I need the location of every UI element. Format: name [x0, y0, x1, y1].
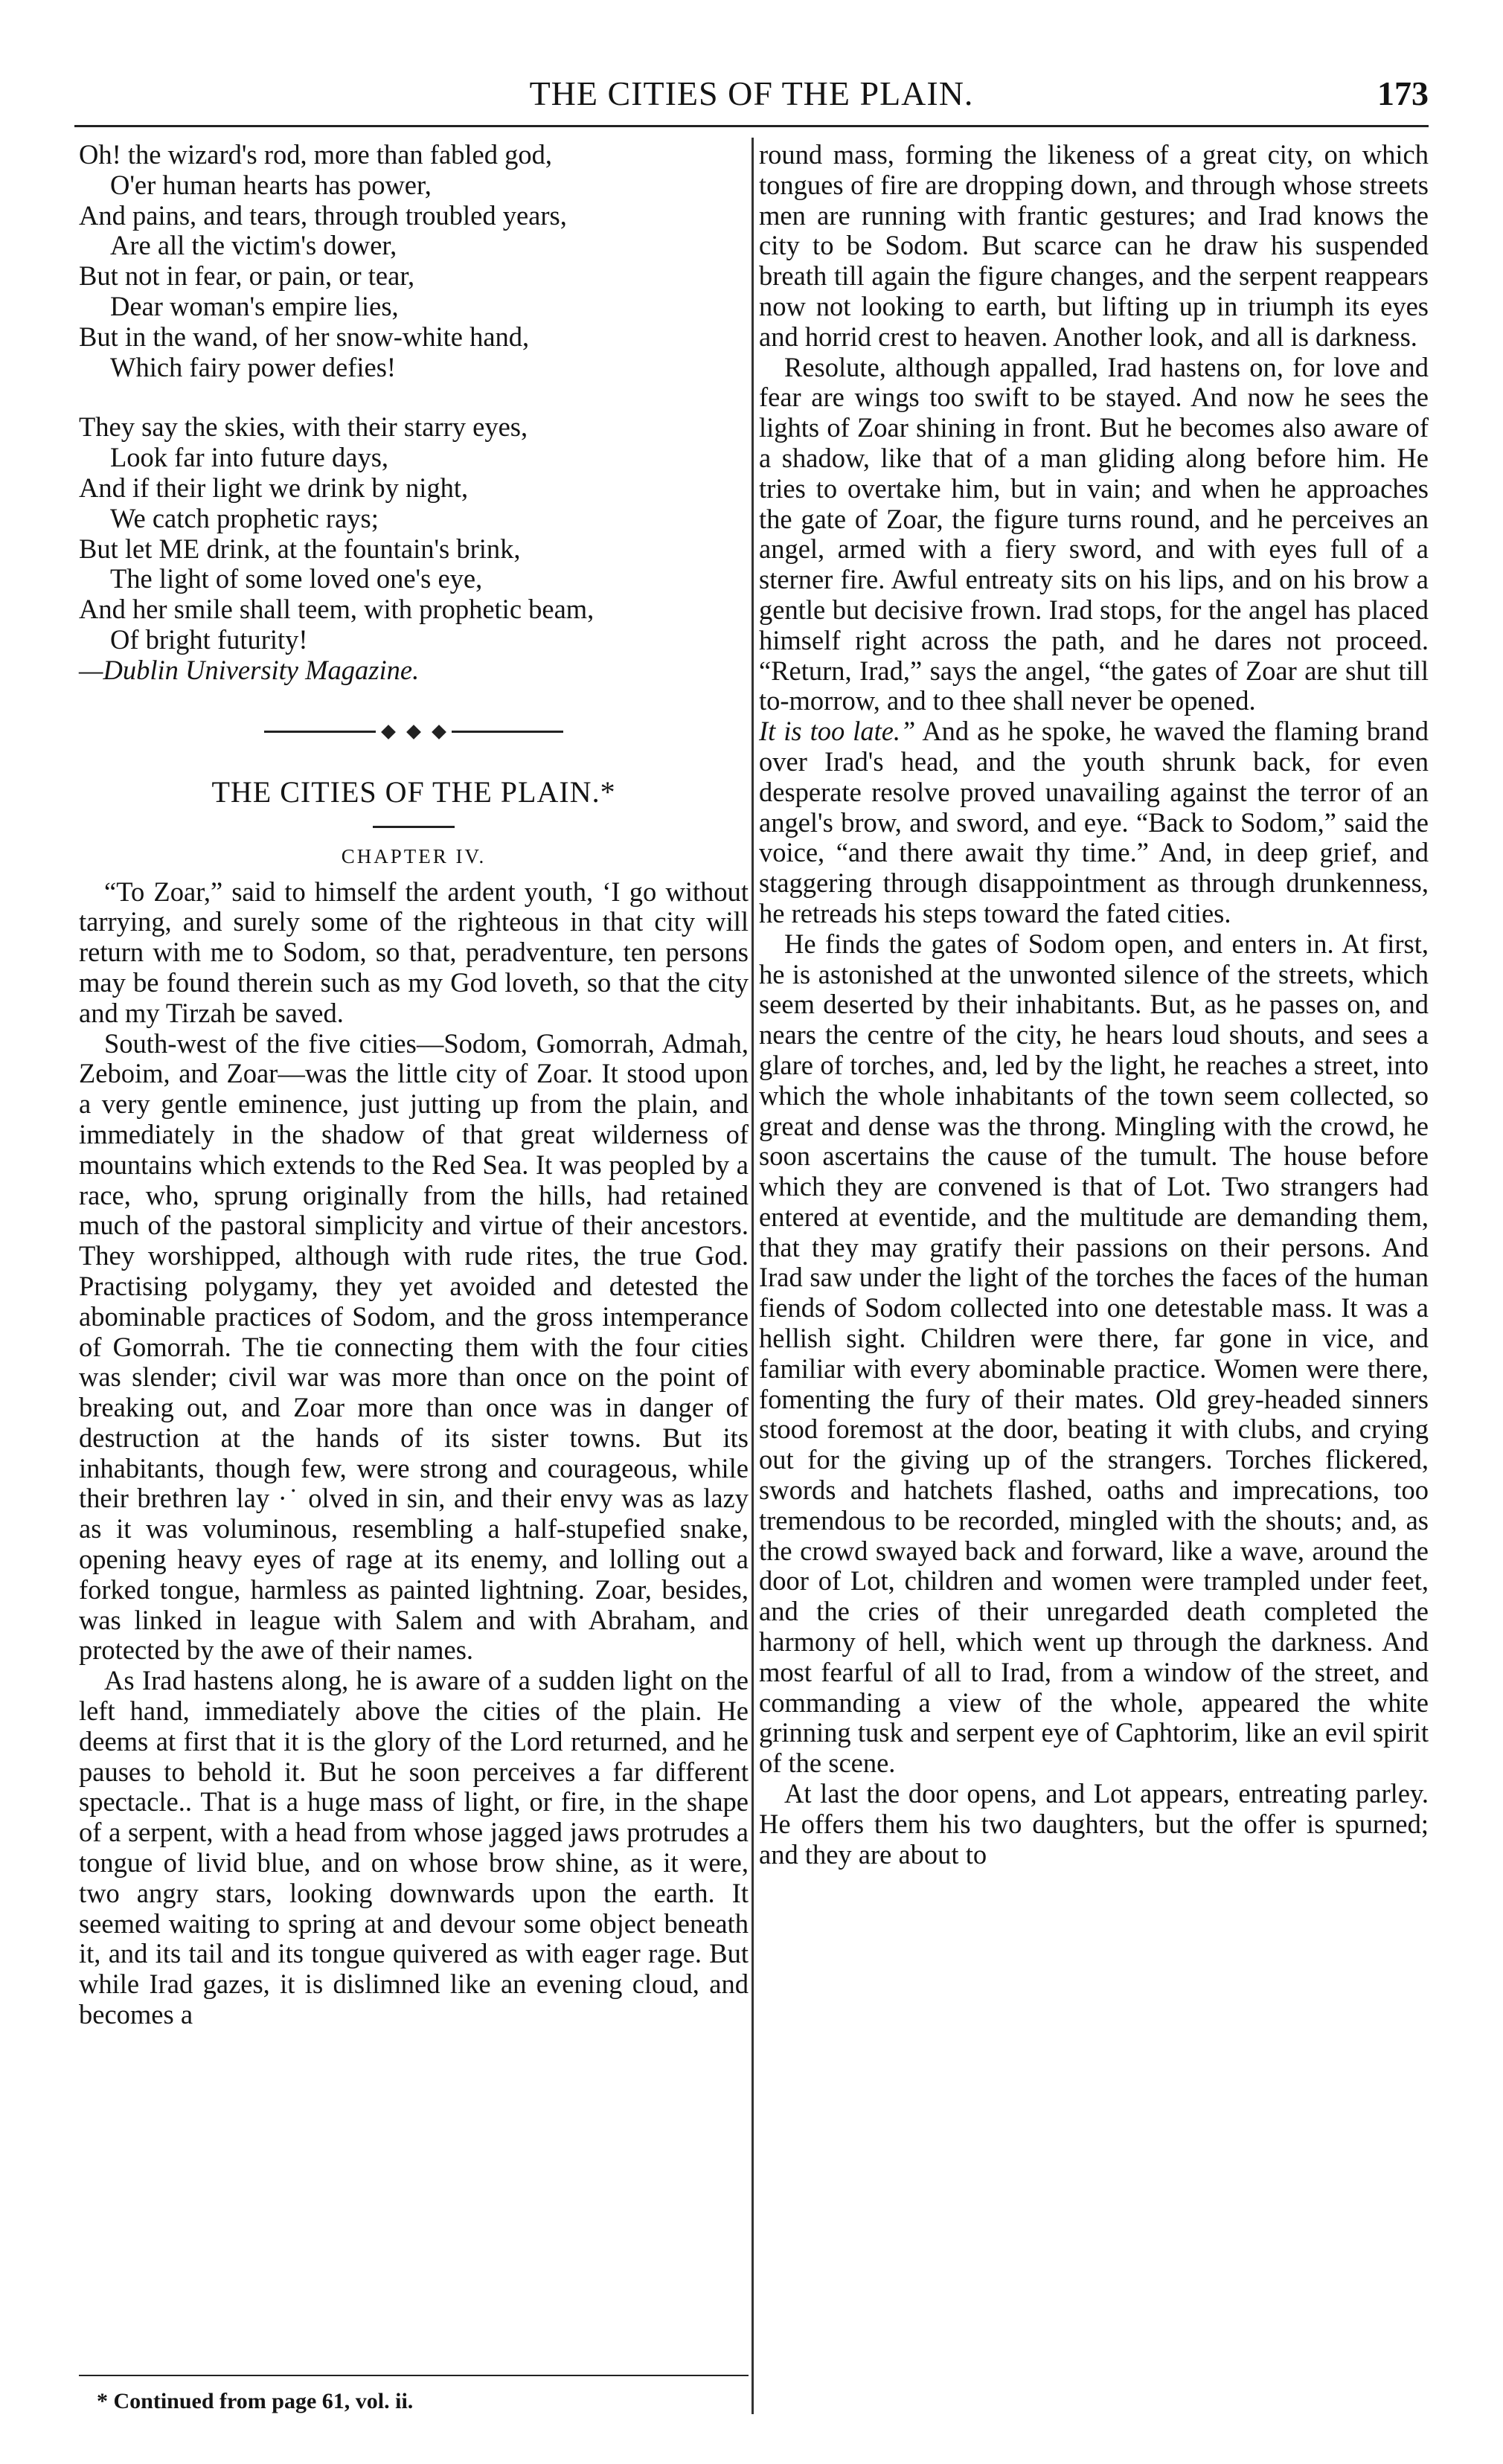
- poem-line: Oh! the wizard's rod, more than fabled god,: [79, 139, 553, 170]
- header-rule: [74, 125, 1429, 127]
- paragraph: round mass, forming the likeness of a great city, on which tongues of fire are dropping down, and through whose streets men are running with frantic gestures; and Irad knows the city to be Sodom. But scarce can he draw his suspended breath till again the figure changes, and the serpent reappears now not looking to earth, but lifting up in triumph its eyes and horrid crest to heaven. Another look, and all is darkness.: [759, 139, 1429, 352]
- page-number: 173: [1377, 74, 1429, 112]
- poem-line: And pains, and tears, through troubled years,: [79, 199, 567, 231]
- poem-line: Dear woman's empire lies,: [110, 290, 399, 321]
- poem-line: And if their light we drink by night,: [79, 472, 469, 503]
- footnote-rule: [79, 2375, 749, 2376]
- poem-attribution: —Dublin University Magazine.: [79, 654, 420, 685]
- paragraph: “To Zoar,” said to himself the ardent youth, ‘I go without tarrying, and surely some of the righteous in that city will return with me to Sodom, so that, peradventure, ten persons may be found therein such as my God loveth, so that the city and my Tirzah be saved.: [79, 876, 749, 1028]
- poem-line: Look far into future days,: [110, 442, 389, 473]
- footnote: * Continued from page 61, vol. ii.: [97, 2389, 414, 2413]
- poem-line: But in the wand, of her snow-white hand,: [79, 321, 530, 352]
- poem-line: But let ME drink, at the fountain's brink,: [79, 533, 521, 564]
- poem-line: But not in fear, or pain, or tear,: [79, 260, 415, 292]
- poem: [79, 140, 749, 686]
- poem-line: The light of some loved one's eye,: [110, 563, 483, 594]
- paragraph: He finds the gates of Sodom open, and enters in. At first, he is astonished at the unwonted silence of the streets, which seem deserted by their inhabitants. But, as he passes on, and nears the centre of the city, he hears loud shouts, and sees a glare of torches, and, led by the light, he reaches a street, into which the whole inhabitants of the town seem collected, so great and dense was the throng. Mingling with the crowd, he soon ascertains the cause of the tumult. The house before which they are convened is that of Lot. Two strangers had entered at eventide, and the multitude are demanding them, that they may gratify their passions on their persons. And Irad saw under the light of the torches the faces of the human fiends of Sodom collected into one detestable mass. It was a hellish sight. Children were there, far gone in vice, and familiar with every abominable practice. Women were there, fomenting the fury of their mates. Old grey-headed sinners stood foremost at the door, beating it with clubs, and crying out for the giving up of the strangers. Torches flickered, swords and hatchets flashed, oaths and imprecations, too tremendous to be recorded, mingled with the shouts; and, as the crowd swayed back and forward, like a wave, around the door of Lot, children and women were trampled under feet, and the cries of their unregarded death completed the harmony of hell, which went up through the darkness. And most fearful of all to Irad, from a window of the street, and commanding a view of the whole, appeared the white grinning tusk and serpent eye of Caphtorim, like an evil spirit of the scene.: [759, 928, 1429, 1779]
- left-column: [79, 140, 749, 2030]
- poem-line: Which fairy power defies!: [110, 351, 397, 382]
- italic-phrase: It is too late.”: [759, 716, 916, 747]
- right-column: [759, 140, 1429, 1870]
- poem-line: They say the skies, with their starry eyes,: [79, 411, 528, 443]
- section-ornament: [79, 725, 749, 739]
- paragraph-text: And as he spoke, he waved the flaming brand over Irad's head, and the youth shrunk back, for even desperate resolve proved unavailing against the terror of an angel's brow, and sword, and eye. “Back to Sodom,” said the voice, “and there await thy time.” And, in deep grief, and staggering through disappointment as through drunkenness, he retreads his steps toward the fated cities.: [759, 716, 1429, 928]
- running-head: [74, 71, 1429, 123]
- chapter-heading: CHAPTER IV.: [341, 844, 487, 867]
- poem-line: Of bright futurity!: [110, 623, 308, 655]
- paragraph: South-west of the five cities—Sodom, Gomorrah, Admah, Zeboim, and Zoar—was the little city of Zoar. It stood upon a very gentle eminence, just jutting up from the plain, and immediately in the shadow of that great wilderness of mountains which extends to the Red Sea. It was peopled by a race, who, sprung originally from the hills, had retained much of the pastoral simplicity and virtue of their ancestors. They worshipped, although with rude rites, the true God. Practising polygamy, they yet avoided and detested the abominable practices of Sodom, and the gross intemperance of Gomorrah. The tie connecting them with the four cities was slender; civil war was more than once on the point of breaking out, and Zoar more than once was in danger of destruction at the hands of its sister towns. But its inhabitants, though few, were strong and courageous, while their brethren lay ·˙ olved in sin, and their envy was as lazy as it was voluminous, resembling a half-stupefied snake, opening heavy eyes of rage at its enemy, and lolling out a forked tongue, harmless as painted lightning. Zoar, besides, was linked in league with Salem and with Abraham, and protected by the awe of their names.: [79, 1027, 749, 1666]
- paragraph: Resolute, although appalled, Irad hastens on, for love and fear are wings too swift to be stayed. And now he sees the lights of Zoar shining in front. But he becomes also aware of a shadow, like that of a man gliding along before him. He tries to overtake him, but in vain; and when he approaches the gate of Zoar, the figure turns round, and he perceives an angel, armed with a fiery sword, and with eyes full of a sterner fire. Awful entreaty sits on his lips, and on his brow a gentle but decisive frown. Irad stops, for the angel has placed himself right across the path, and he dares not proceed. “Return, Irad,” says the angel, “the gates of Zoar are shut till to-morrow, and to thee shall never be opened.: [759, 351, 1429, 716]
- poem-line: We catch prophetic rays;: [110, 502, 379, 533]
- title-rule: [373, 826, 455, 828]
- paragraph-continued: [759, 716, 1429, 929]
- paragraph: At last the door opens, and Lot appears, entreating parley. He offers them his two daughters, but the offer is spurned; and they are about to: [759, 1778, 1429, 1870]
- poem-line: O'er human hearts has power,: [110, 169, 432, 200]
- column-divider: [752, 138, 754, 2414]
- paragraph: As Irad hastens along, he is aware of a sudden light on the left hand, immediately above the cities of the plain. He deems at first that it is the glory of the Lord returned, and he pauses to behold it. But he soon perceives a far different spectacle.. That is a huge mass of light, or fire, in the shape of a serpent, with a head from whose jagged jaws protrudes a tongue of livid blue, and on whose brow shine, as it were, two angry stars, looking downwards upon the earth. It seemed waiting to spring at and devour some object beneath it, and its tail and its tongue quivered as with eager rage. But while Irad gazes, it is dislimned like an evening cloud, and becomes a: [79, 1665, 749, 2030]
- poem-line: And her smile shall teem, with prophetic beam,: [79, 594, 595, 625]
- article-title: THE CITIES OF THE PLAIN.*: [211, 774, 616, 809]
- poem-line: Are all the victim's dower,: [110, 230, 397, 261]
- running-title: THE CITIES OF THE PLAIN.: [529, 74, 974, 112]
